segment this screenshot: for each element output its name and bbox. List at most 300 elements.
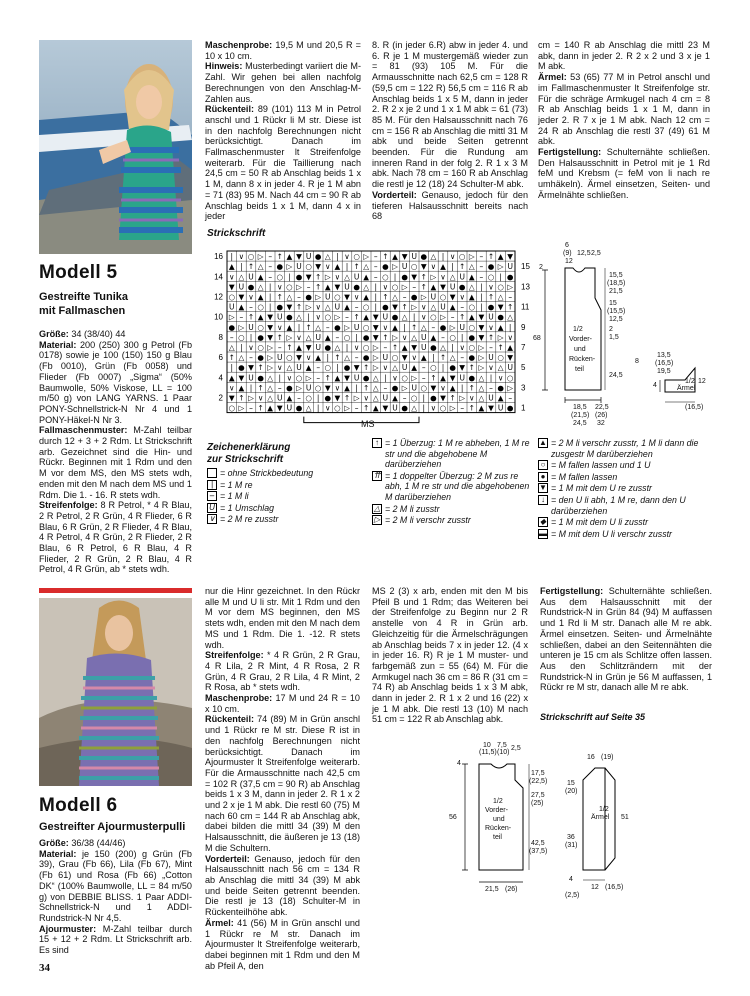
legend-row-10 [538, 460, 713, 471]
chart-cell-symbol: △ [286, 363, 293, 373]
chart-cell-symbol: | [316, 393, 320, 403]
chart-cell-symbol: – [268, 262, 273, 272]
chart-cell-symbol: ∨ [277, 363, 283, 373]
m6c2-text-3: 74 (89) M in Grün anschl und 1 Rückr re M str. Diese R ist in den nachfolg Berechnungen nicht berücksichtigt. Danach im Ajourmuster lt Streifenfolge weiterarb. Für die Armausschnitte nach 42,5 cm = 102 R (37,5 cm = 90 R) ab Anschlag beids 1 x 3 M, dann in jeder 2. R 1 x 2 und 2 x je 1 M abk. Die restl 60 (75) M nach 60 cm = 144 R ab Anschlag abk, dabei bilden die mittl 34 (39) M den Halsausschnitt, die äußeren je 13 (18) M die Schultern. [205, 714, 360, 853]
chart-cell-symbol: ▲ [363, 292, 370, 302]
chart-cell-symbol: ● [420, 252, 428, 262]
chart-cell-symbol: ● [295, 403, 303, 413]
chart-cell-symbol: U [382, 353, 389, 363]
chart-cell-symbol: ∨ [411, 353, 417, 363]
chart-cell-symbol: | [441, 363, 445, 373]
chart-cell-symbol: ○ [506, 373, 514, 383]
chart-cell-symbol: ▲ [257, 312, 264, 322]
m5c1-label-0: Größe: [39, 329, 69, 339]
chart-cell-symbol: – [345, 312, 349, 322]
chart-cell-symbol: ▼ [507, 353, 514, 363]
m5c4-label-1: Ärmel: [538, 72, 567, 83]
chart-cell-symbol: – [489, 383, 493, 393]
chart-cell-symbol: | [441, 252, 445, 262]
chart-cell-symbol: ∨ [353, 343, 360, 352]
chart-cell-symbol: ▲ [372, 403, 379, 413]
chart-cell-symbol: ▷ [353, 393, 360, 403]
chart-cell-symbol: ▲ [286, 252, 293, 262]
m5c2-text-0: 19,5 M und 20,5 R = 10 x 10 cm. [205, 40, 361, 61]
m5c1-text-0: 34 (38/40) 44 [68, 329, 126, 339]
s6-bt3: 7,5 [497, 742, 507, 749]
m5c1-para-3 [39, 500, 192, 575]
chart-cell-symbol: – [402, 292, 407, 302]
legend-text: = M fallen lassen [551, 471, 618, 482]
legend-text: = 1 Umschlag [220, 502, 275, 513]
m6c2-text-2: 17 M und 24 R = 10 x 10 cm. [205, 693, 360, 714]
chart-cell-symbol: △ [286, 292, 293, 302]
m6c2-text-1: * 4 R Grün, 2 R Grau, 4 R Lila, 2 R Mint, 4 R Rosa, 2 R Grün, 4 R Grau, 2 R Lila, 4 R Mint, 2 R Rosa, ab * stets wdh. [205, 650, 360, 693]
chart-cell-symbol: – [373, 272, 378, 282]
chart-cell-symbol: – [383, 383, 388, 393]
chart-cell-symbol: – [268, 252, 273, 262]
chart-cell-symbol: ○ [334, 292, 341, 302]
chart-cell-symbol: ▼ [478, 332, 485, 342]
chart-cell-symbol: ○ [362, 302, 370, 312]
chart-cell-symbol: ▲ [497, 322, 504, 332]
m5c4-para-2 [538, 147, 710, 201]
chart-cell-symbol: U [382, 312, 389, 322]
chart-cell-symbol: ▷ [257, 252, 264, 262]
m5c2-para-1 [205, 61, 361, 104]
chart-cell-symbol: | [230, 252, 234, 262]
chart-cell-symbol: ↑ [439, 353, 447, 363]
chart-cell-symbol: U [248, 373, 254, 383]
legend-text: = 1 M mit dem U re zusstr [551, 483, 652, 494]
chart-cell-symbol: ○ [449, 332, 456, 342]
chart-cell-symbol: U [497, 403, 504, 413]
model6-title: Modell 6 [39, 795, 118, 816]
chart-cell-symbol: ∨ [430, 403, 437, 413]
m5c2-text-2: 89 (101) 113 M in Petrol anschl und 1 Rückr li M str. Diese ist in den nachfolg Berechnungen nicht berücksichtigt. Danach im Fallmaschenmuster lt Streifenfolge weiterarb. Für die Taillierung nach 24,5 cm = 50 R ab Anschlag beids 1 x 1 M, dann 8 x in jeder 4. R je 1 M abn = 71 (83) 95 M. Nach 44 cm = 90 R ab Anschlag beids 1 x 1 M, dann 4 x in jeder [205, 104, 361, 222]
chart-cell-symbol: △ [363, 262, 370, 272]
chart-cell-symbol: ● [228, 322, 236, 332]
chart-cell-symbol: ▷ [286, 332, 293, 342]
chart-cell-symbol: | [345, 262, 349, 272]
chart-cell-symbol: – [383, 343, 388, 352]
chart-cell-symbol: ○ [468, 322, 476, 332]
chart-cell-symbol: ▷ [324, 272, 331, 282]
chart-cell-symbol: U [411, 252, 417, 262]
chart-cell-symbol: | [240, 343, 243, 352]
chart-cell-symbol: ↑ [382, 292, 389, 302]
s6-b11: teil [493, 834, 502, 841]
chart-cell-symbol: ∨ [353, 292, 360, 302]
chart-cell-symbol: ▼ [497, 302, 504, 312]
chart-cell-symbol: ∨ [469, 393, 475, 403]
chart-cell-symbol: ↑ [286, 343, 293, 352]
chart-cell-symbol: | [460, 332, 464, 342]
legend-col2 [372, 438, 537, 527]
chart-cell-symbol: – [431, 322, 436, 332]
legend-row-2 [207, 491, 367, 502]
chart-cell-symbol: ▲ [344, 302, 350, 312]
schem5-b2: (21,5) [571, 412, 590, 419]
chart-cell-symbol: ▲ [363, 272, 370, 282]
s6-s13: (2,5) [565, 892, 580, 899]
chart-cell-symbol: ○ [343, 332, 351, 342]
chart-cell-symbol: △ [344, 353, 350, 363]
chart-cell-symbol: | [249, 383, 253, 393]
chart-cell-symbol: U [459, 322, 465, 332]
chart-cell-symbol: ∨ [325, 262, 331, 272]
legend-row-9 [538, 438, 713, 459]
chart-cell-symbol: U [488, 393, 494, 403]
chart-cell-symbol: ↑ [468, 383, 475, 393]
model5-col1 [39, 329, 192, 575]
chart-cell-symbol: ∨ [296, 332, 302, 342]
chart-cell-symbol: ● [497, 312, 504, 322]
chart-cell-symbol: ▷ [478, 343, 485, 352]
row-number-left: 10 [214, 312, 223, 322]
legend-symbol-icon: ▼ [539, 483, 547, 493]
legend-row-11 [538, 472, 713, 483]
chart-cell-symbol: ▼ [248, 363, 254, 373]
legend-title-line2: zur Strickschrift [207, 454, 284, 465]
chart-cell-symbol: ▼ [372, 332, 379, 342]
chart-cell-symbol: ↑ [353, 262, 360, 272]
legend-symbol-icon: ● [538, 472, 548, 482]
s6-s4: (20) [565, 788, 578, 795]
chart-cell-symbol: U [440, 302, 446, 312]
chart-cell-symbol: U [411, 383, 417, 393]
row-number-left: 4 [218, 373, 223, 383]
chart-cell-symbol: ▷ [507, 383, 514, 393]
chart-cell-symbol: △ [257, 282, 264, 292]
model5-title: Modell 5 [39, 262, 118, 283]
chart-cell-symbol: ∨ [325, 403, 331, 413]
chart-cell-symbol: | [336, 363, 339, 373]
chart-cell-symbol: ● [257, 353, 264, 363]
chart-cell-symbol: ↑ [334, 353, 341, 363]
legend-symbol-icon: U [207, 503, 217, 513]
legend-symbol-icon: | [207, 480, 217, 490]
model6-schematic [449, 740, 715, 910]
chart-cell-symbol: ▼ [459, 363, 466, 373]
chart-cell-symbol: ▼ [449, 373, 456, 383]
row-number-right: 9 [521, 322, 526, 332]
legend-symbol-icon: ▷ [373, 515, 381, 525]
m6c1-text-0: 36/38 (44/46) [68, 838, 126, 848]
row-number-left: 12 [214, 292, 223, 302]
chart-cell-symbol: △ [449, 353, 456, 363]
schem5-teil: teil [575, 366, 584, 373]
chart-cell-symbol: ○ [439, 292, 447, 302]
chart-cell-symbol: ▲ [228, 262, 235, 272]
chart-cell-symbol: | [384, 373, 387, 383]
chart-cell-symbol: ▷ [296, 383, 302, 393]
chart-cell-symbol: | [374, 302, 378, 312]
chart-cell-symbol: ▼ [344, 373, 350, 383]
chart-cell-symbol: ○ [295, 373, 303, 383]
m6c1-para-0 [39, 838, 192, 849]
chart-cell-symbol: △ [267, 383, 274, 393]
s6-s5: 1/2 [599, 806, 609, 813]
chart-cell-symbol: ○ [487, 272, 495, 282]
chart-cell-symbol: – [460, 353, 465, 363]
chart-cell-symbol: ∨ [248, 343, 254, 352]
m5c1-label-2: Fallmaschenmuster: [39, 425, 128, 436]
chart-cell-symbol: ▷ [392, 332, 398, 342]
chart-cell-symbol: ↑ [507, 302, 514, 312]
chart-cell-symbol: ∨ [344, 252, 350, 262]
chart-cell-symbol: ○ [324, 363, 332, 373]
chart-cell-symbol: ↑ [257, 363, 264, 373]
chart-cell-symbol: ▷ [363, 252, 370, 262]
s6-s11: (16,5) [605, 884, 624, 891]
chart-cell-symbol: ▼ [315, 262, 322, 272]
s6-s2: (19) [601, 754, 614, 761]
chart-cell-symbol: U [315, 343, 321, 352]
chart-cell-symbol: ▲ [449, 302, 456, 312]
chart-cell-symbol: | [249, 332, 253, 342]
chart-cell-symbol: – [441, 332, 445, 342]
chart-cell-symbol: ○ [468, 343, 476, 352]
m5c3-para-0 [372, 40, 528, 190]
chart-cell-symbol: ○ [430, 363, 437, 373]
chart-cell-symbol: ▷ [392, 262, 398, 272]
chart-cell-symbol: – [249, 403, 253, 413]
chart-cell-symbol: U [277, 393, 283, 403]
chart-cell-symbol: | [374, 282, 378, 292]
chart-cell-symbol: △ [257, 262, 264, 272]
chart-cell-symbol: ▲ [507, 343, 514, 352]
s6-s7: 51 [621, 814, 629, 821]
m5c3-text-1: Genauso, jedoch für den tieferen Halsausschnitt bereits nach 68 [372, 189, 528, 222]
schem5-s8: 12 [698, 378, 706, 385]
chart-cell-symbol: ● [362, 353, 370, 363]
m5c1-text-1: 200 (250) 300 g Petrol (Fb 0178) sowie je 100 (150) 150 g Blau (Fb 0010), Grün (Fb 0058) und Flieder (Fb 0007) „Sigma“ (50% Baumwolle, 50% Viskose, LL = 100 m/50 g) von LANG YARNS. 1 Paar PONY-Schnellstrick-N Nr 4 und 1 PONY-Häkel-N Nr 3. [39, 339, 192, 425]
schem5-top-1: 6 [565, 242, 569, 249]
model5-subtitle-line2: mit Fallmaschen [39, 305, 126, 317]
chart-cell-symbol: U [353, 373, 360, 383]
chart-cell-symbol: | [480, 292, 483, 302]
model6-chart-ref: Strickschrift auf Seite 35 [540, 712, 646, 722]
chart-cell-symbol: | [489, 373, 493, 383]
chart-cell-symbol: ● [468, 373, 476, 383]
chart-cell-symbol: – [479, 272, 484, 282]
chart-cell-symbol: ∨ [334, 383, 341, 393]
s6-s10: 12 [591, 884, 599, 891]
chart-cell-symbol: △ [478, 383, 485, 393]
chart-cell-symbol: ● [334, 322, 341, 332]
chart-cell-symbol: ▲ [392, 322, 398, 332]
model5-col4 [538, 40, 710, 201]
chart-cell-symbol: ▼ [420, 262, 427, 272]
chart-cell-symbol: ∨ [488, 282, 494, 292]
s6-b2: 17,5 [531, 770, 545, 777]
chart-cell-symbol: – [268, 272, 273, 282]
legend-symbol-icon: ↑ [372, 438, 382, 448]
chart-cell-symbol: ↑ [276, 332, 283, 342]
row-number-right: 11 [521, 302, 530, 312]
chart-cell-symbol: U [353, 322, 360, 332]
chart-cell-symbol: ∨ [488, 322, 494, 332]
chart-cell-symbol: U [430, 292, 437, 302]
chart-cell-symbol: U [315, 332, 321, 342]
s6-b13: (37,5) [529, 848, 548, 855]
chart-cell-symbol: ○ [362, 322, 370, 332]
schem5-r9: 24,5 [609, 372, 623, 379]
chart-cell-symbol: ● [362, 373, 370, 383]
chart-cell-symbol: U [229, 302, 235, 312]
chart-cell-symbol: ↑ [487, 332, 495, 342]
chart-cell-symbol: ▷ [344, 403, 350, 413]
chart-cell-symbol: ● [449, 363, 456, 373]
chart-cell-symbol: U [238, 282, 245, 292]
chart-cell-symbol: U [392, 403, 398, 413]
m6c1-para-1 [39, 849, 192, 924]
chart-cell-symbol: ▷ [344, 322, 350, 332]
chart-cell-symbol: ● [343, 363, 351, 373]
schem5-und: und [574, 346, 586, 353]
chart-cell-symbol: U [449, 282, 456, 292]
model5-col3 [372, 40, 528, 222]
model6-subtitle: Gestreifter Ajourmusterpulli [39, 821, 186, 833]
row-number-right: 15 [521, 262, 530, 272]
chart-cell-symbol: △ [238, 353, 245, 363]
legend-row-12 [538, 483, 713, 494]
legend-text: = 1 M li [220, 491, 249, 502]
chart-cell-symbol: – [373, 252, 378, 262]
chart-cell-symbol: ▲ [468, 272, 475, 282]
chart-cell-symbol: | [345, 343, 349, 352]
chart-cell-symbol: ↑ [468, 403, 475, 413]
chart-cell-symbol: ▲ [440, 262, 446, 272]
chart-cell-symbol: ∨ [392, 373, 398, 383]
chart-cell-symbol: ↑ [497, 343, 504, 352]
row-number-left: 2 [218, 393, 223, 403]
chart-cell-symbol: ● [439, 322, 447, 332]
chart-cell-symbol: ● [506, 272, 514, 282]
page-number: 34 [39, 962, 50, 974]
schem5-s4: 1/2 [685, 378, 695, 385]
chart-cell-symbol: ∨ [363, 393, 369, 403]
chart-cell-symbol: ● [487, 302, 495, 312]
model6-photo [39, 598, 192, 786]
chart-cell-symbol: ∨ [315, 302, 321, 312]
chart-cell-symbol: ▷ [267, 343, 274, 352]
chart-cell-symbol: ▷ [459, 393, 466, 403]
m5c1-text-3: 8 R Petrol, * 4 R Blau, 2 R Petrol, 2 R Grün, 4 R Flieder, 6 R Blau, 6 R Grün, 2 R Flieder, 4 R Blau, 4 R Petrol, 4 R Grün, 2 R Flieder, 2 R Blau, 6 R Petrol, 6 R Blau, 4 R Flieder, 2 R Grün, 2 R Blau, 4 R Petrol, 4 R Grün, ab * stets wdh. [39, 500, 192, 575]
m6c2-para-3 [205, 714, 360, 853]
chart-cell-symbol: ↑ [459, 312, 466, 322]
chart-cell-symbol: ○ [228, 292, 236, 302]
chart-cell-symbol: – [450, 312, 455, 322]
chart-cell-symbol: ○ [391, 353, 399, 363]
chart-cell-symbol: ▲ [257, 272, 264, 282]
schem5-b1: 18,5 [573, 404, 587, 411]
chart-cell-symbol: – [277, 343, 282, 352]
chart-cell-symbol: ↑ [420, 272, 427, 282]
chart-cell-symbol: – [297, 393, 301, 403]
chart-cell-symbol: ▷ [238, 322, 245, 332]
chart-cell-symbol: ○ [497, 353, 504, 363]
chart-cell-symbol: △ [449, 272, 456, 282]
chart-cell-symbol: ▲ [286, 393, 293, 403]
m6c2-para-5 [205, 918, 360, 972]
chart-cell-symbol: ● [286, 383, 293, 393]
chart-cell-symbol: ● [401, 272, 408, 282]
chart-cell-symbol: ∨ [459, 292, 465, 302]
chart-cell-symbol: ▲ [430, 332, 437, 342]
chart-cell-symbol: ○ [286, 353, 293, 363]
chart-cell-symbol: ○ [410, 262, 418, 272]
chart-cell-symbol: △ [392, 363, 398, 373]
row-number-left: 16 [214, 252, 223, 262]
chart-cell-symbol: U [382, 393, 389, 403]
chart-cell-symbol: U [507, 363, 513, 373]
chart-cell-symbol: ↑ [247, 262, 255, 272]
chart-cell-symbol: ○ [468, 302, 476, 312]
legend-col1 [207, 468, 367, 526]
chart-cell-symbol: ● [286, 312, 293, 322]
chart-cell-symbol: ↑ [343, 393, 351, 403]
chart-cell-symbol: ▼ [507, 252, 514, 262]
chart-cell-symbol: ▲ [324, 282, 331, 292]
schem5-ruecken: Rücken- [569, 356, 596, 363]
chart-cell-symbol: – [354, 403, 359, 413]
chart-cell-symbol: ▷ [372, 343, 379, 352]
chart-cell-symbol: ▲ [238, 302, 245, 312]
chart-cell-symbol: ∨ [449, 252, 456, 262]
chart-cell-symbol: ○ [410, 393, 418, 403]
m5c4-label-2: Fertigstellung: [538, 147, 602, 158]
chart-cell-symbol: | [508, 322, 512, 332]
chart-cell-symbol: ▼ [334, 393, 341, 403]
chart-cell-symbol: ▼ [372, 312, 379, 322]
m5c1-text-2: M-Zahl teilbar durch 12 + 3 + 2 Rdm. Lt Strickschrift arb. Gezeichnet sind die Hin- und Rückr. Beginnen mit 1 Rdm und den M vor dem MS, den MS stets wdh, enden mit den M nach dem MS und 1 Rdm. Die 1. - 16. R stets wdh. [39, 425, 192, 500]
chart-cell-symbol: ▼ [267, 322, 274, 332]
chart-cell-symbol: ∨ [440, 383, 446, 393]
chart-cell-symbol: U [401, 262, 408, 272]
chart-cell-symbol: △ [363, 282, 370, 292]
chart-cell-symbol: ○ [430, 312, 437, 322]
s6-b3: (22,5) [529, 778, 548, 785]
chart-cell-symbol: ▼ [478, 312, 485, 322]
schem5-top-2: (9) [563, 250, 572, 257]
chart-cell-symbol: U [401, 363, 408, 373]
chart-cell-symbol: ● [305, 292, 312, 302]
legend-symbol-icon: ○ [538, 460, 548, 470]
chart-cell-symbol: ▷ [238, 403, 245, 413]
s6-s1: 16 [587, 754, 595, 761]
chart-cell-symbol: U [296, 363, 302, 373]
chart-cell-symbol: ▼ [286, 302, 293, 312]
model5-schematic [535, 240, 715, 440]
row-number-left: 8 [218, 332, 223, 342]
chart-cell-symbol: ▷ [315, 292, 322, 302]
chart-cell-symbol: △ [420, 322, 427, 332]
schem5-r4: 15 [609, 300, 617, 307]
chart-cell-symbol: △ [497, 292, 504, 302]
chart-cell-symbol: ▲ [267, 403, 274, 413]
m5c3-para-1 [372, 190, 528, 222]
chart-cell-symbol: ∨ [382, 363, 389, 373]
chart-cell-symbol: ○ [305, 262, 312, 272]
chart-cell-symbol: ○ [391, 282, 399, 292]
chart-cell-symbol: ▷ [305, 373, 312, 383]
chart-cell-symbol: – [316, 363, 321, 373]
m6c2-text-5: 41 (56) M in Grün anschl und 1 Rückr re M str. Danach im Ajourmuster lt Streifenfolge weiterarb, dabei beginnen mit 1 Rdm und den M ab Pfeil A, den [205, 917, 360, 971]
s6-bt2: (11,5) [479, 749, 497, 756]
chart-cell-symbol: ▲ [228, 373, 235, 383]
m6c2-para-2 [205, 693, 360, 714]
